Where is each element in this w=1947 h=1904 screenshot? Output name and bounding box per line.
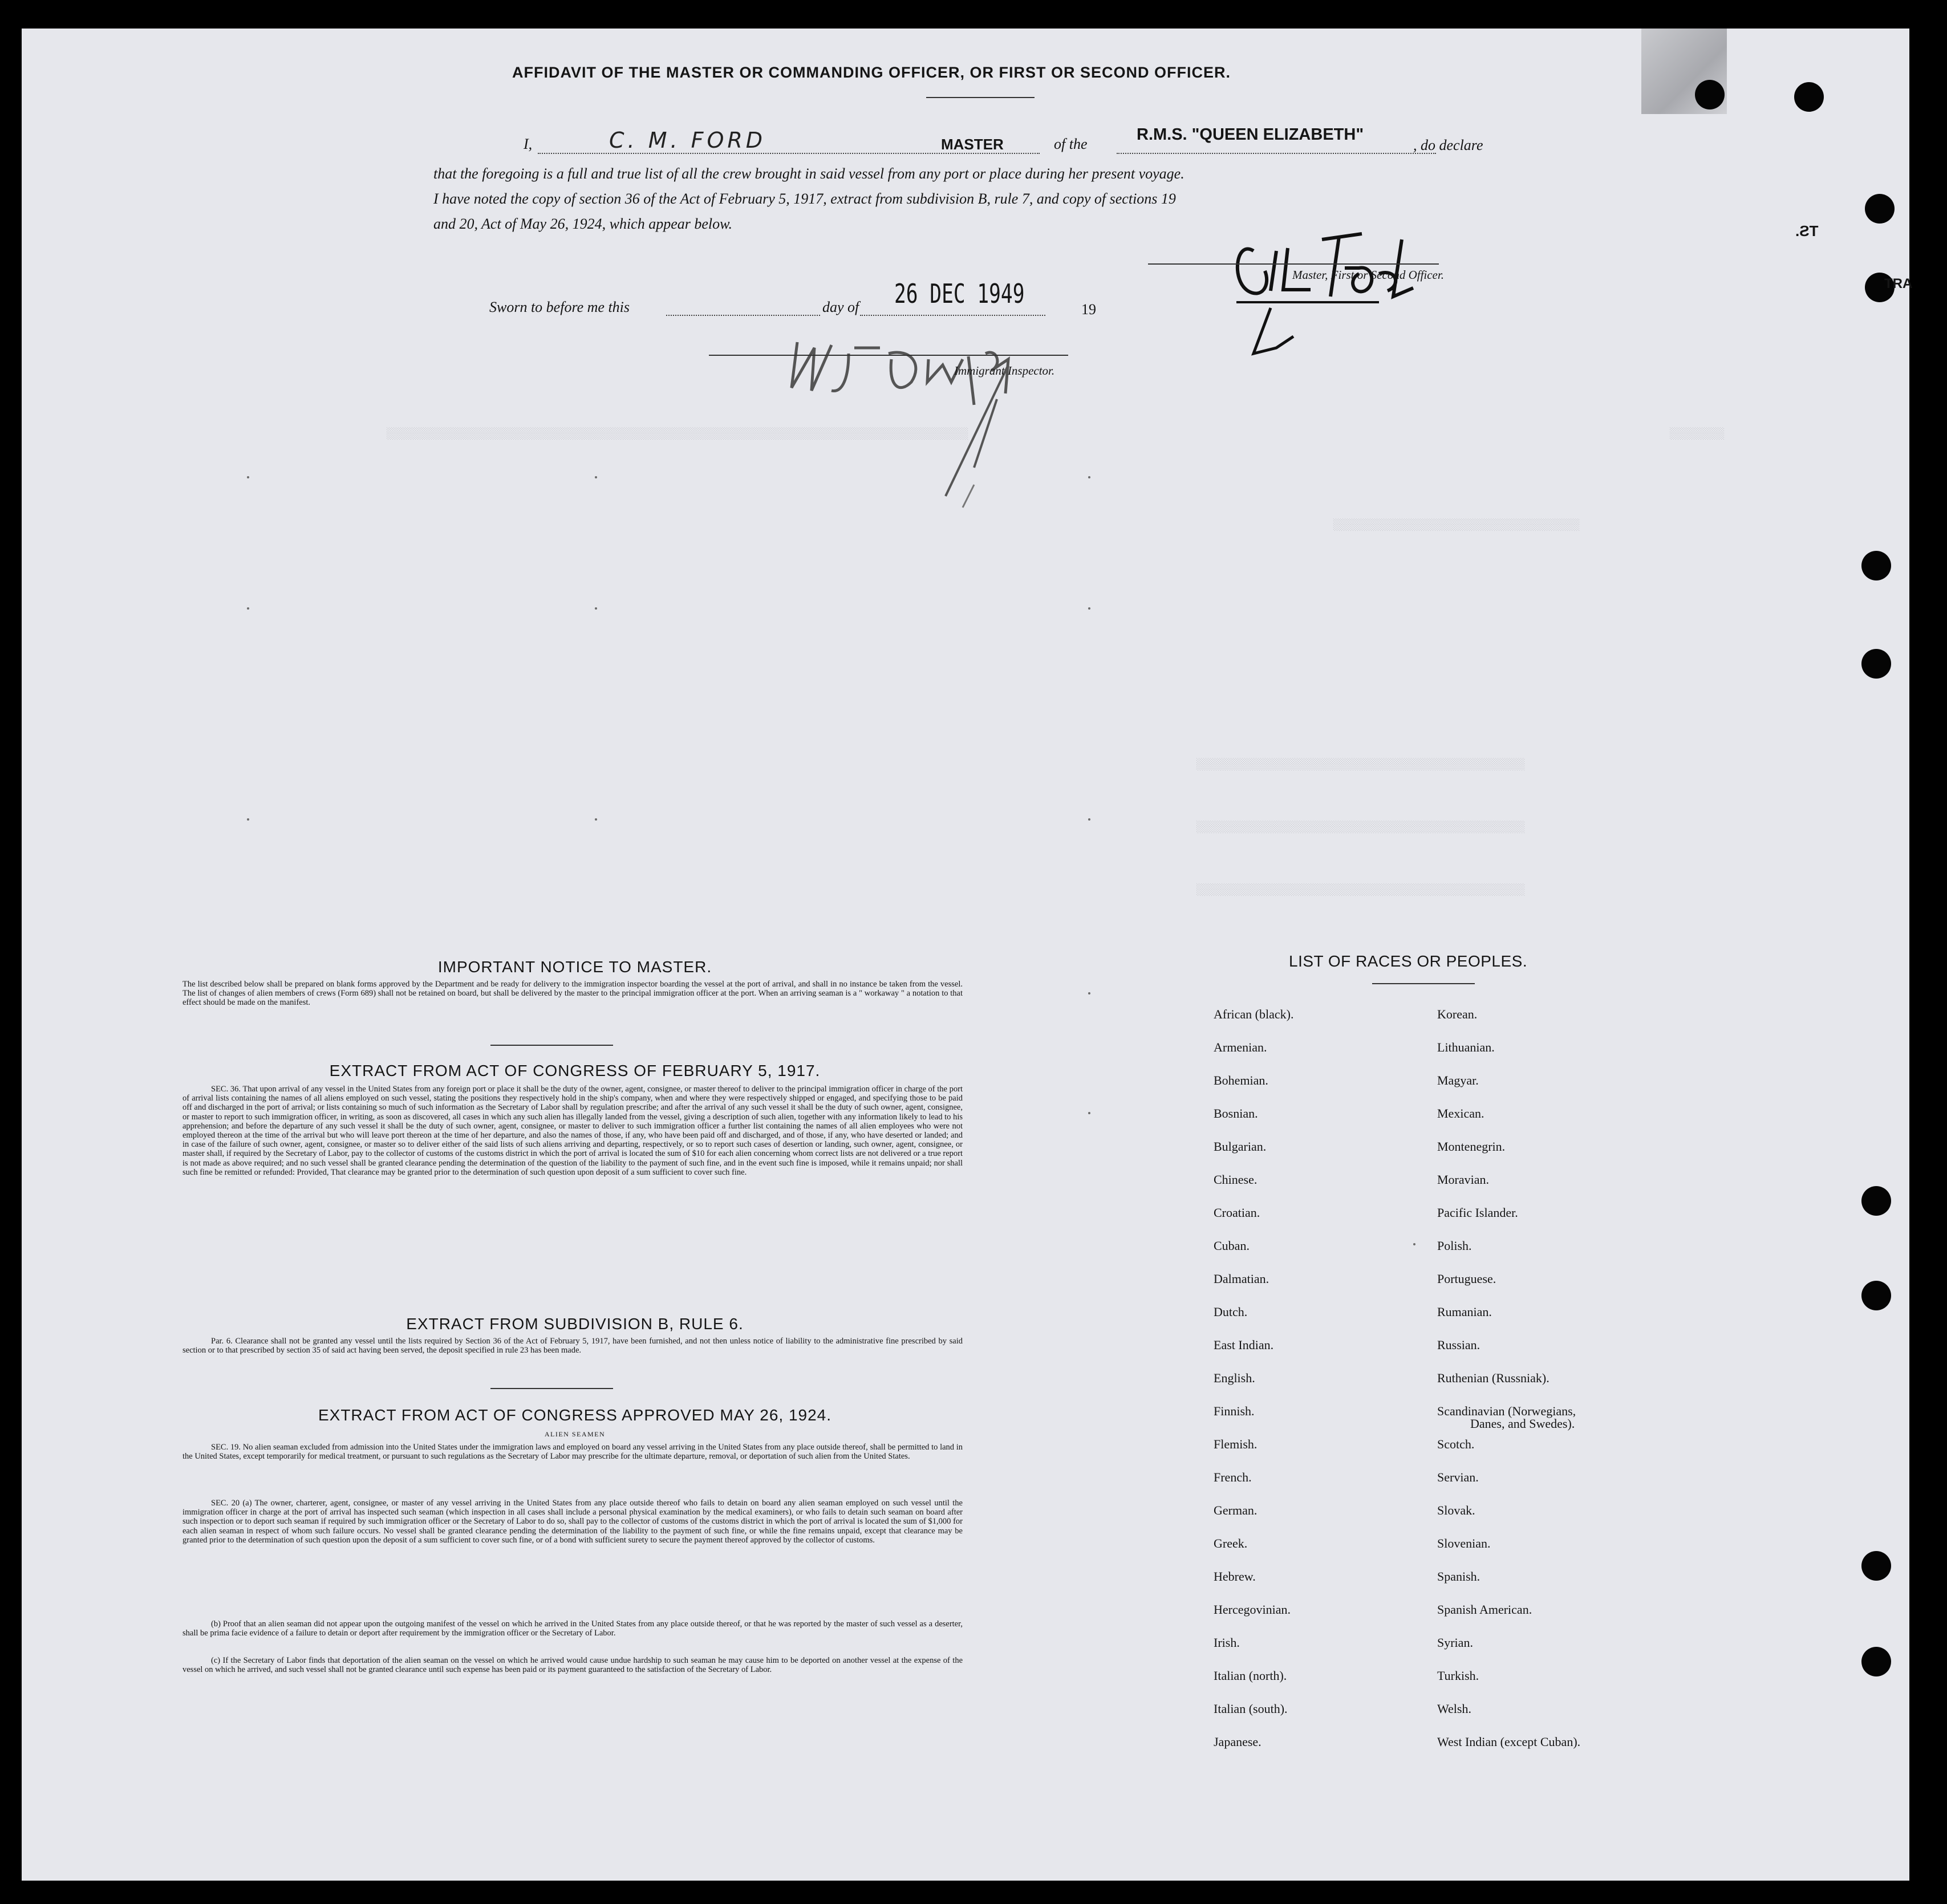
ghost-row: ░░░░░░░░░░░░░░░░░░░░░░░░░░░░░░░░░░░░░░░░░░░░░░░░ (1196, 884, 1526, 897)
race-item: Slovak. (1437, 1503, 1475, 1517)
of-the: of the (1054, 136, 1088, 152)
row-dot (595, 818, 597, 821)
race-item: Italian (north). (1214, 1668, 1287, 1683)
race-item: Syrian. (1437, 1635, 1473, 1650)
race-item: Portuguese. (1437, 1272, 1496, 1286)
sec20a-text: SEC. 20 (a) The owner, charterer, agent, consignee, or master of any vessel arriving in the United States from any place outside thereof who fails to detain on board any alien seaman employed on such vessel until the immigration officer in charge at the port of arrival has inspected such seaman (which inspection in all cases shall include a personal physical examination by the medical examiners), or who fails to detain such seaman on board after such inspection or to deport such seaman if required by such immigration officer or the Secretary of Labor to do so, shall pay to the collector of customs of the customs district in which the port of arrival is located the sum of $1,000 for each alien seaman in respect of whom such failure occurs. No vessel shall be granted clearance pending the determination of the liability to the payment of such fine, or while the fine remains unpaid, except that clearance may be granted prior to the determination of such question upon the deposit of a sum sufficient to cover such fine, or of a bond with sufficient surety to secure the payment thereof approved by the collector of customs. (182, 1499, 963, 1545)
race-item: Dutch. (1214, 1305, 1248, 1319)
row-dot (247, 607, 249, 610)
title-rule (926, 97, 1035, 98)
declare-suffix: , do declare (1413, 137, 1483, 153)
race-item: Croatian. (1214, 1205, 1260, 1220)
race-item: Lithuanian. (1437, 1040, 1495, 1054)
punch-hole (1861, 551, 1891, 580)
notice-text: The list described below shall be prepared on blank forms approved by the Department and be ready for delivery to the immigration inspector boarding the vessel at the port of arrival, and shall in no instance be taken from the vessel. The list of changes of alien members of crews (Form 689) shall not be retained on board, but shall be delivered by the master to the principal immigration officer at the port. When an arriving seaman is a " workaway " a notation to that effect should be made on the manifest. (182, 980, 963, 1008)
sworn-day-line (666, 315, 820, 316)
rule6-title: EXTRACT FROM SUBDIVISION B, RULE 6. (406, 1315, 744, 1333)
race-item: Korean. (1437, 1007, 1478, 1021)
row-dot (247, 476, 249, 478)
rule6-rule (490, 1388, 613, 1389)
race-item: African (black). (1214, 1007, 1294, 1021)
inspector-signature-line (709, 355, 1068, 356)
row-dot (1088, 607, 1090, 610)
notice-title: IMPORTANT NOTICE TO MASTER. (437, 958, 712, 976)
affidavit-line-3: I have noted the copy of section 36 of the Act of February 5, 1917, extract from subdivision B, rule 7, and copy of sections 19 (433, 190, 1176, 207)
race-item: Magyar. (1437, 1073, 1479, 1087)
notice-rule (490, 1045, 613, 1046)
race-item: English. (1214, 1371, 1255, 1385)
punch-hole (1861, 1551, 1891, 1581)
sec20c-text: (c) If the Secretary of Labor finds that deportation of the alien seaman on the vessel on which he arrived would cause undue hardship to such seaman he may cause him to be deported on another vessel at the expense of the vessel on which he arrived, and such vessel shall not be granted clearance until such expense has been paid or its payment guaranteed to the satisfaction of the Secretary of Labor. (182, 1656, 963, 1675)
sec19-text: SEC. 19. No alien seaman excluded from admission into the United States under the immigration laws and employed on board any vessel arriving in the United States from any place outside thereof, shall be permitted to land in the United States, except temporarily for medical treatment, or pursuant to such regulations as the Secretary of Labor may prescribe for the ultimate departure, removal, or deportation of such alien from the United States. (182, 1443, 963, 1462)
race-item: Cuban. (1214, 1239, 1250, 1253)
race-item: Scotch. (1437, 1437, 1475, 1451)
svg-text:M J Dwyer: M J Dwyer (786, 513, 789, 514)
race-item: Ruthenian (Russniak). (1437, 1371, 1550, 1385)
race-item: French. (1214, 1470, 1252, 1484)
row-dot (1413, 1243, 1415, 1245)
race-item: Russian. (1437, 1338, 1480, 1352)
race-item: Finnish. (1214, 1404, 1255, 1418)
row-dot (1088, 1112, 1090, 1114)
punch-hole (1861, 1281, 1891, 1310)
ghost-row: ░░░░░░░░ (1670, 428, 1725, 441)
sworn-date-line (860, 315, 1045, 316)
race-item: Spanish American. (1437, 1602, 1532, 1617)
vessel-name: R.M.S. "QUEEN ELIZABETH" (1137, 125, 1364, 144)
master-signature (1231, 217, 1442, 382)
row-dot (595, 607, 597, 610)
race-item: Welsh. (1437, 1702, 1471, 1716)
race-item: Greek. (1214, 1536, 1248, 1550)
punch-hole (1865, 194, 1895, 224)
sworn-prefix: Sworn to before me this (489, 299, 630, 315)
race-item: Irish. (1214, 1635, 1240, 1650)
row-dot (247, 818, 249, 821)
race-item: Rumanian. (1437, 1305, 1492, 1319)
extract-1917-text: SEC. 36. That upon arrival of any vessel in the United States from any foreign port or place it shall be the duty of the owner, agent, consignee, or master thereof to deliver to the principal immigration officer in charge of the port of arrival lists containing the names of all aliens employed on such vessel, stating the positions they respectively hold in the ship's company, when and where they were respectively shipped or engaged, and specifying those to be paid off and discharged in the port of arrival; or lists containing so much of such information as the Secretary of Labor shall by regulation prescribe; and after the arrival of any such vessel it shall be the duty of such owner, agent, consignee, or master to report to such immigration officer, in writing, as soon as discovered, all cases in which any such alien has illegally landed from the vessel, giving a description of such alien, together with any information likely to lead to his apprehension; and before the departure of any such vessel it shall be the duty of such owner, agent, consignee, or master to deliver to such immigration officer a further list containing the names of all alien employees who were not employed thereon at the time of the arrival but who will leave port thereon at the time of her departure, and also the names of those, if any, who have been paid off and discharged, and of those, if any, who have deserted or landed; and in case of the failure of such owner, agent, consignee, or master so to deliver either of the said lists of such aliens arriving and departing, respectively, or so to report such cases of desertion or landing, such owner, agent, consignee, or master shall, if required by the Secretary of Labor, pay to the collector of customs of the customs district in which the port of arrival is located the sum of $10 for each alien concerning whom correct lists are not delivered or a true report is not made as above required; and no such vessel shall be granted clearance pending the determination of the question of the liability to the payment of such fine, and in the event such fine is imposed, while it remains unpaid; nor shall such fine be remitted or refunded: Provided, That clearance may be granted prior to the determination of such question upon deposit of a sum sufficient to cover such fine. (182, 1085, 963, 1177)
punch-hole (1861, 1186, 1891, 1216)
race-item: Bohemian. (1214, 1073, 1268, 1087)
affidavit-line-4: and 20, Act of May 26, 1924, which appear below. (433, 216, 733, 232)
ghost-row: ░░░░░░░░░░░░░░░░░░░░░░░░░░░░░░░░░░░░ (1333, 519, 1580, 532)
race-item: Japanese. (1214, 1735, 1262, 1749)
race-scandinavian-cont: Danes, and Swedes). (1470, 1416, 1575, 1431)
races-rule (1372, 983, 1475, 984)
extract-1924-subtitle: ALIEN SEAMEN (544, 1430, 606, 1438)
race-item: Scandinavian (Norwegians, (1437, 1404, 1576, 1418)
punch-hole (1861, 1647, 1891, 1676)
race-item: Mexican. (1437, 1106, 1484, 1121)
sworn-year-prefix: 19 (1081, 301, 1096, 318)
document-page (22, 29, 1913, 1881)
race-item: Armenian. (1214, 1040, 1267, 1054)
extract-1917-title: EXTRACT FROM ACT OF CONGRESS OF FEBRUARY 5, 1917. (329, 1062, 821, 1079)
vessel-line (1117, 153, 1436, 154)
race-item: Hercegovinian. (1214, 1602, 1291, 1617)
punch-hole (1695, 80, 1725, 109)
inspector-caption: Immigrant Inspector. (954, 364, 1055, 377)
extract-1924-title: EXTRACT FROM ACT OF CONGRESS APPROVED MAY 26, 1924. (318, 1406, 832, 1424)
race-item: Pacific Islander. (1437, 1205, 1518, 1220)
declarant-name: C. M. FORD (609, 128, 766, 153)
punch-hole (1794, 82, 1824, 112)
race-item: German. (1214, 1503, 1258, 1517)
races-title: LIST OF RACES OR PEOPLES. (1289, 952, 1528, 970)
race-item: Slovenian. (1437, 1536, 1491, 1550)
affidavit-title: AFFIDAVIT OF THE MASTER OR COMMANDING OFFICER, OR FIRST OR SECOND OFFICER. (512, 64, 1231, 81)
race-item: Servian. (1437, 1470, 1479, 1484)
edge-mark-ts: TS. (1795, 222, 1819, 239)
race-item: Spanish. (1437, 1569, 1480, 1584)
race-item: Turkish. (1437, 1668, 1479, 1683)
row-dot (595, 476, 597, 478)
edge-mark-tra: TRA (1884, 276, 1913, 291)
race-item: Bulgarian. (1214, 1139, 1267, 1154)
race-item: Italian (south). (1214, 1702, 1288, 1716)
ghost-row: ░░░░░░░░░░░░░░░░░░░░░░░░░░░░░░░░░░░░░░░░░░░░░░░░ (1196, 758, 1526, 772)
inspector-signature (780, 325, 1048, 519)
sworn-day-of: day of (822, 299, 859, 315)
race-item: Polish. (1437, 1239, 1472, 1253)
rank-label: MASTER (941, 136, 1004, 153)
race-item: Hebrew. (1214, 1569, 1256, 1584)
race-item: Bosnian. (1214, 1106, 1258, 1121)
declarant-prefix: I, (524, 136, 533, 152)
race-item: Montenegrin. (1437, 1139, 1506, 1154)
race-item: East Indian. (1214, 1338, 1274, 1352)
sec20b-text: (b) Proof that an alien seaman did not appear upon the outgoing manifest of the vessel on which he arrived in the United States from any place outside thereof, or that he was reported by the master of such vessel as a deserter, shall be prima facie evidence of a failure to detain or deport after requirement by the immigration officer or the Secretary of Labor. (182, 1619, 963, 1638)
date-stamp: 26 DEC 1949 (894, 278, 1025, 309)
ghost-row: ░░░░░░░░░░░░░░░░░░░░░░░░░░░░░░░░░░░░░░░░░░░░░░░░ (1196, 821, 1526, 834)
punch-hole (1861, 649, 1891, 679)
race-item: Flemish. (1214, 1437, 1258, 1451)
master-caption: Master, First or Second Officer. (1292, 268, 1444, 282)
row-dot (1088, 476, 1090, 478)
race-item: Moravian. (1437, 1172, 1490, 1187)
master-signature-line (1148, 263, 1439, 265)
ghost-row: ░░░░░░░░░░░░░░░░░░░░░░░░░░░░░░░░░░░░░░░░░░░░░░░░░░░░░░░░░░░░░░░░░░░░░░░░░░░░░░░░░░░░░ (387, 428, 969, 441)
race-item: Dalmatian. (1214, 1272, 1269, 1286)
race-item: Chinese. (1214, 1172, 1258, 1187)
row-dot (1088, 992, 1090, 994)
affidavit-line-2: that the foregoing is a full and true list of all the crew brought in said vessel from any port or place during her present voyage. (433, 165, 1185, 182)
rule6-text: Par. 6. Clearance shall not be granted any vessel until the lists required by Section 36 of the Act of February 5, 1917, have been furnished, and not then unless notice of liability to the administrative fine prescribed by said section or to that prescribed by section 35 of said act having been served, the deposit specified in rule 23 has been made. (182, 1337, 963, 1355)
row-dot (1088, 818, 1090, 821)
race-item: West Indian (except Cuban). (1437, 1735, 1581, 1749)
